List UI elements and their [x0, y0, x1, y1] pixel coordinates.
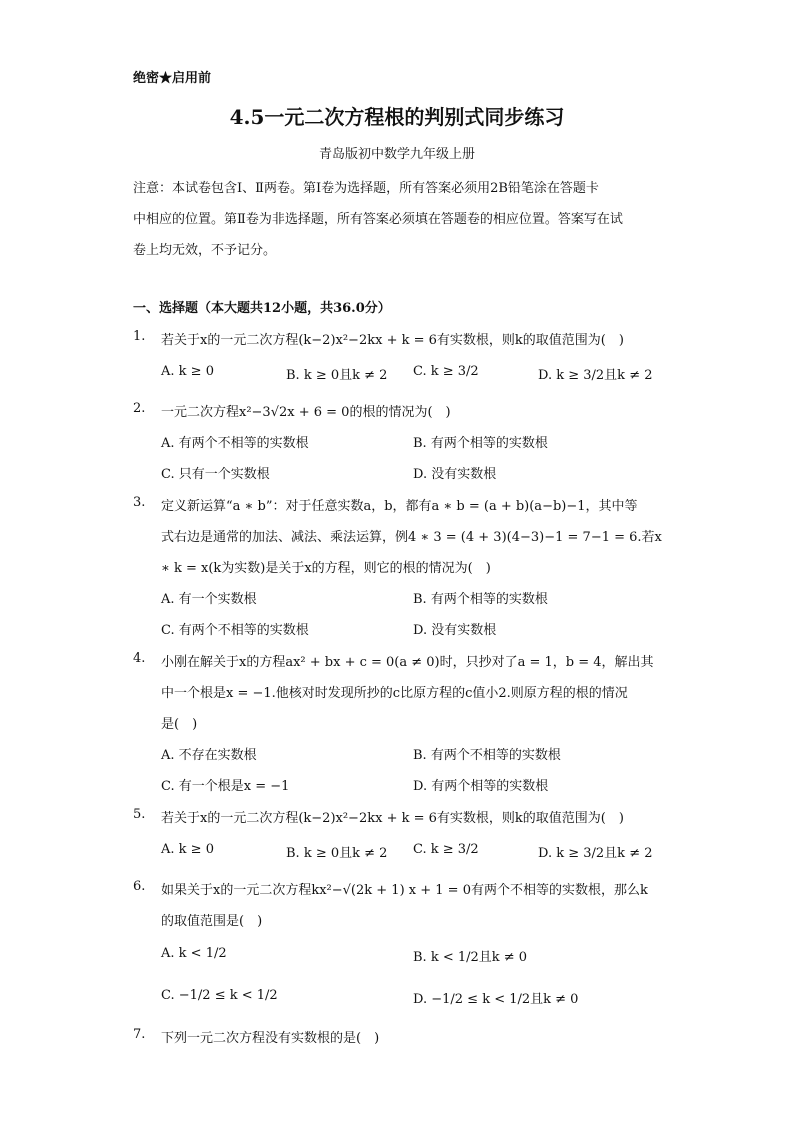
page-subtitle: 青岛版初中数学九年级上册 [318, 147, 475, 162]
secret-label: 绝密★启用前 [133, 71, 212, 86]
question-number: 1. [133, 329, 146, 344]
question-text: 若关于x的一元二次方程(k−2)x²−2kx + k = 6有实数根，则k的取值范围为( ) [161, 811, 624, 826]
notice-line: 卷上均无效，不予记分。 [133, 243, 277, 258]
question-text: 是( ) [161, 717, 198, 732]
option-a[interactable]: A. 不存在实数根 [161, 748, 257, 763]
notice-line: 注意：本试卷包含Ⅰ、Ⅱ两卷。第Ⅰ卷为选择题，所有答案必须用2B铅笔涂在答题卡 [133, 181, 599, 196]
option-d[interactable]: D. k ≥ 3/2且k ≠ 2 [538, 368, 653, 383]
question-text: 的取值范围是( ) [161, 914, 263, 929]
page-title: 4.5一元二次方程根的判别式同步练习 [229, 105, 565, 129]
question-text: 下列一元二次方程没有实数根的是( ) [161, 1031, 380, 1046]
option-a[interactable]: A. k ≥ 0 [161, 842, 214, 857]
option-b[interactable]: B. 有两个相等的实数根 [413, 592, 548, 607]
section-title: 一、选择题（本大题共12小题，共36.0分） [133, 301, 391, 316]
option-b[interactable]: B. k ≥ 0且k ≠ 2 [286, 846, 388, 861]
notice-block [133, 173, 663, 266]
question-text: 定义新运算“a ∗ b”：对于任意实数a，b，都有a ∗ b = (a + b)(a−b)−1，其中等 [161, 499, 638, 514]
question-number: 4. [133, 651, 146, 666]
option-a[interactable]: A. 有一个实数根 [161, 592, 257, 607]
question-number: 3. [133, 495, 146, 510]
question-number: 5. [133, 807, 146, 822]
option-d[interactable]: D. 没有实数根 [413, 623, 497, 638]
option-b[interactable]: B. k < 1/2且k ≠ 0 [413, 950, 528, 965]
question-text: 如果关于x的一元二次方程kx²−√(2k + 1) x + 1 = 0有两个不相等的实数根，那么k [161, 883, 648, 898]
option-d[interactable]: D. k ≥ 3/2且k ≠ 2 [538, 846, 653, 861]
option-b[interactable]: B. 有两个不相等的实数根 [413, 748, 561, 763]
option-b[interactable]: B. 有两个相等的实数根 [413, 436, 548, 451]
option-d[interactable]: D. 没有实数根 [413, 467, 497, 482]
option-c[interactable]: C. 有一个根是x = −1 [161, 779, 290, 794]
question-text: 一元二次方程x²−3√2x + 6 = 0的根的情况为( ) [161, 405, 451, 420]
question-number: 2. [133, 401, 146, 416]
question-text: 式右边是通常的加法、减法、乘法运算，例4 ∗ 3 = (4 + 3)(4−3)−1 = 7−1 = 6.若x [161, 530, 662, 545]
option-d[interactable]: D. 有两个相等的实数根 [413, 779, 549, 794]
option-a[interactable]: A. 有两个不相等的实数根 [161, 436, 309, 451]
question-text: 中一个根是x = −1.他核对时发现所抄的c比原方程的c值小2.则原方程的根的情况 [161, 686, 628, 701]
question-text: ∗ k = x(k为实数)是关于x的方程，则它的根的情况为( ) [161, 561, 491, 576]
option-c[interactable]: C. k ≥ 3/2 [413, 842, 479, 857]
notice-line: 中相应的位置。第Ⅱ卷为非选择题，所有答案必须填在答题卷的相应位置。答案写在试 [133, 212, 623, 227]
option-d[interactable]: D. −1/2 ≤ k < 1/2且k ≠ 0 [413, 992, 579, 1007]
option-c[interactable]: C. 有两个不相等的实数根 [161, 623, 309, 638]
question-text: 若关于x的一元二次方程(k−2)x²−2kx + k = 6有实数根，则k的取值范围为( ) [161, 333, 624, 348]
question-number: 6. [133, 879, 146, 894]
option-c[interactable]: C. k ≥ 3/2 [413, 364, 479, 379]
question-number: 7. [133, 1027, 146, 1042]
option-c[interactable]: C. −1/2 ≤ k < 1/2 [161, 988, 278, 1003]
question-text: 小刚在解关于x的方程ax² + bx + c = 0(a ≠ 0)时，只抄对了a = 1，b = 4，解出其 [161, 655, 654, 670]
option-b[interactable]: B. k ≥ 0且k ≠ 2 [286, 368, 388, 383]
option-c[interactable]: C. 只有一个实数根 [161, 467, 270, 482]
option-a[interactable]: A. k < 1/2 [161, 946, 227, 961]
option-a[interactable]: A. k ≥ 0 [161, 364, 214, 379]
